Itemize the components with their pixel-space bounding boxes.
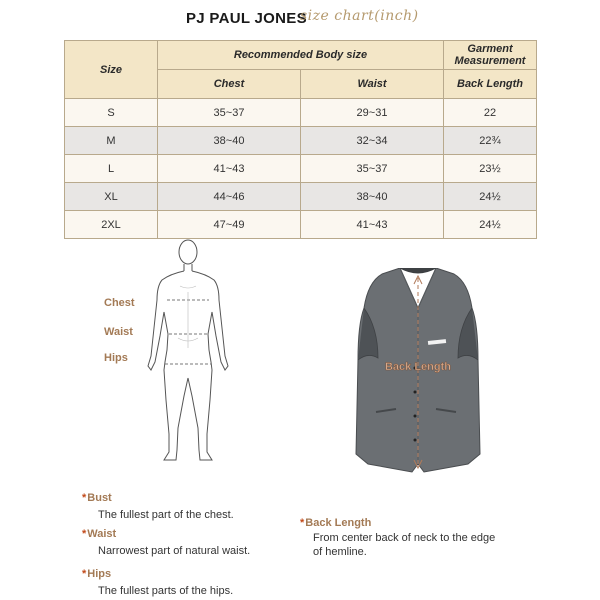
table-row xyxy=(65,99,537,127)
chest-cell: 38~40 xyxy=(158,127,301,155)
hips-label: Hips xyxy=(104,352,128,364)
star-icon: * xyxy=(300,517,305,529)
size-column-header: Size xyxy=(65,41,158,99)
chest-cell: 44~46 xyxy=(158,183,301,211)
chest-cell: 47~49 xyxy=(158,211,301,239)
back-length-note-desc-line2: of hemline. xyxy=(313,546,367,558)
chest-label: Chest xyxy=(104,297,135,309)
size-cell: M xyxy=(65,127,158,155)
bust-note-title: *Bust xyxy=(82,492,112,504)
chest-cell: 41~43 xyxy=(158,155,301,183)
table-row xyxy=(65,183,537,211)
size-table xyxy=(64,40,537,239)
bust-note-desc: The fullest part of the chest. xyxy=(98,509,234,521)
size-chart-title: size chart(inch) xyxy=(300,8,419,24)
chest-cell: 35~37 xyxy=(158,99,301,127)
size-cell: XL xyxy=(65,183,158,211)
table-row xyxy=(65,155,537,183)
size-cell: S xyxy=(65,99,158,127)
back-length-cell: 23½ xyxy=(444,155,537,183)
hips-note-desc: The fullest parts of the hips. xyxy=(98,585,234,597)
recommended-body-size-header: Recommended Body size xyxy=(158,41,444,70)
size-cell: L xyxy=(65,155,158,183)
star-icon: * xyxy=(82,492,87,504)
vest-illustration xyxy=(352,268,484,476)
back-length-note-title: *Back Length xyxy=(300,517,372,529)
back-length-label: Back Length xyxy=(384,361,452,373)
back-length-cell: 22¾ xyxy=(444,127,537,155)
hips-note-title: *Hips xyxy=(82,568,112,580)
table-row xyxy=(65,127,537,155)
back-length-cell: 22 xyxy=(444,99,537,127)
waist-cell: 38~40 xyxy=(301,183,444,211)
waist-cell: 29~31 xyxy=(301,99,444,127)
back-length-column-header: Back Length xyxy=(444,70,537,99)
waist-label: Waist xyxy=(104,326,133,338)
back-length-cell: 24½ xyxy=(444,211,537,239)
star-icon: * xyxy=(82,568,87,580)
back-length-note-desc-line1: From center back of neck to the edge xyxy=(313,532,496,544)
size-cell: 2XL xyxy=(65,211,158,239)
body-figure-illustration xyxy=(140,238,240,468)
back-length-cell: 24½ xyxy=(444,183,537,211)
brand-name: PJ PAUL JONES xyxy=(186,10,307,27)
star-icon: * xyxy=(82,528,87,540)
waist-note-desc: Narrowest part of natural waist. xyxy=(98,545,251,557)
waist-cell: 41~43 xyxy=(301,211,444,239)
waist-cell: 32~34 xyxy=(301,127,444,155)
waist-note-title: *Waist xyxy=(82,528,117,540)
chest-column-header: Chest xyxy=(158,70,301,99)
waist-cell: 35~37 xyxy=(301,155,444,183)
waist-column-header: Waist xyxy=(301,70,444,99)
garment-measurement-header: Garment Measurement xyxy=(444,41,537,70)
table-row xyxy=(65,211,537,239)
chart-header xyxy=(0,8,600,34)
